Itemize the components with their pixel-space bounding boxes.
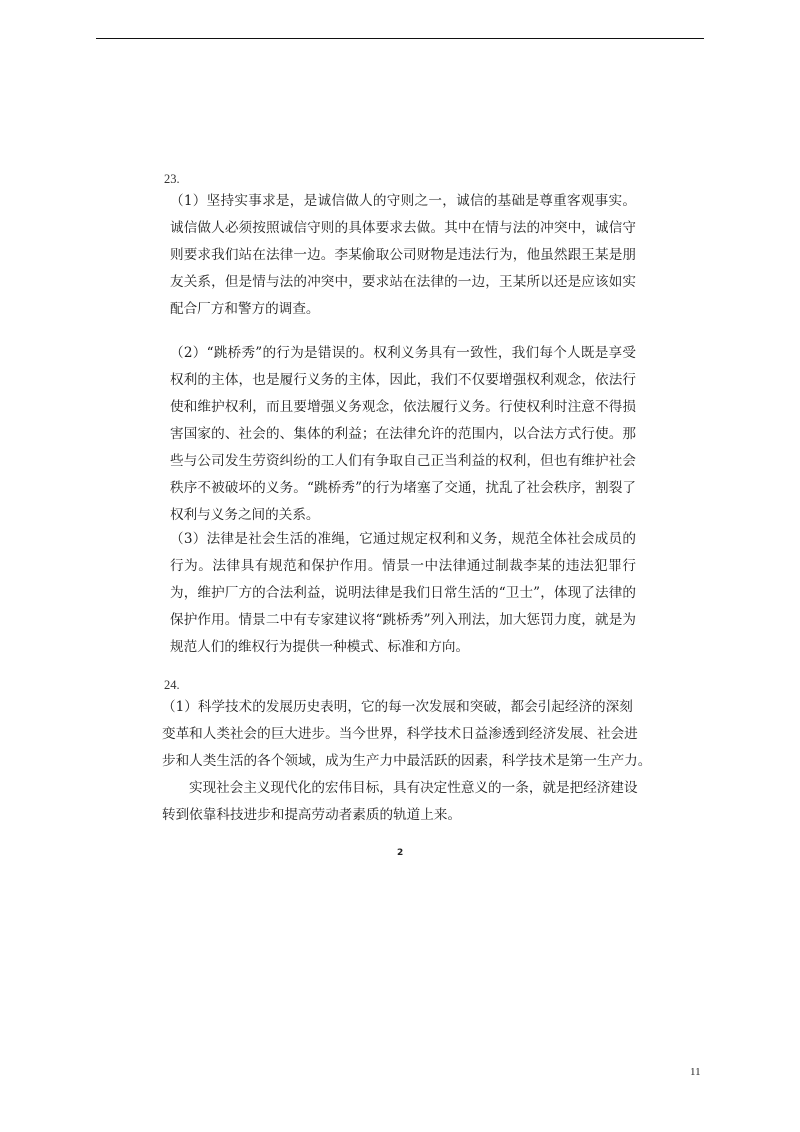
question-24-number: 24. [164,678,180,692]
q23-answer-part-2: （2）“跳桥秀”的行为是错误的。权利义务具有一致性，我们每个人既是享受权利的主体，也是履行义务的主体，因此，我们不仅要增强权利观念，依法行使和维护权利，而且要增强义务观念，依法履行义务。行使权利时注意不得损害国家的、社会的、集体的利益；在法律允许的范围内，以合法方式行使。那些与公司发生劳资纠纷的工人们有争取自己正当利益的权利，但也有维护社会秩序不被破坏的义务。“跳桥秀”的行为堵塞了交通，扰乱了社会秩序，割裂了权利与义务之间的关系。 [170,345,636,523]
q24-part1-line: 步和人类生活的各个领域，成为生产力中最活跃的因素，科学技术是第一生产力。 [162,753,652,769]
q23-answer-part-1: （1）坚持实事求是，是诚信做人的守则之一，诚信的基础是尊重客观事实。诚信做人必须按照诚信守则的具体要求去做。其中在情与法的冲突中，诚信守则要求我们站在法律一边。李某偷取公司财物是违法行为，他虽然跟王某是朋友关系，但是情与法的冲突中，要求站在法律的一边，王某所以还是应该如实配合厂方和警方的调查。 [170,193,636,317]
q24-answer-part-1 [162,694,652,775]
q24-part2-line: 实现社会主义现代化的宏伟目标，具有决定性意义的一条，就是把经济建设 [189,780,638,796]
q24-answer-part-2 [162,775,642,829]
header-rule [96,38,704,39]
q24-part2-line: 转到依靠科技进步和提高劳动者素质的轨道上来。 [162,807,462,823]
question-23-number: 23. [164,172,180,186]
inner-page-mark: 2 [397,848,404,858]
q24-part1-line: （1）科学技术的发展历史表明，它的每一次发展和突破，都会引起经济的深刻 [162,699,633,715]
page-number: 11 [690,1066,701,1078]
q24-part1-line: 变革和人类社会的巨大进步。当今世界，科学技术日益渗透到经济发展、社会进 [162,726,638,742]
q23-answer-part-3: （3）法律是社会生活的准绳，它通过规定权利和义务，规范全体社会成员的行为。法律具有规范和保护作用。情景一中法律通过制裁李某的违法犯罪行为，维护厂方的合法利益，说明法律是我们日常生活的“卫士”，体现了法律的保护作用。情景二中有专家建议将“跳桥秀”列入刑法，加大惩罚力度，就是为规范人们的维权行为提供一种模式、标准和方向。 [170,531,636,655]
